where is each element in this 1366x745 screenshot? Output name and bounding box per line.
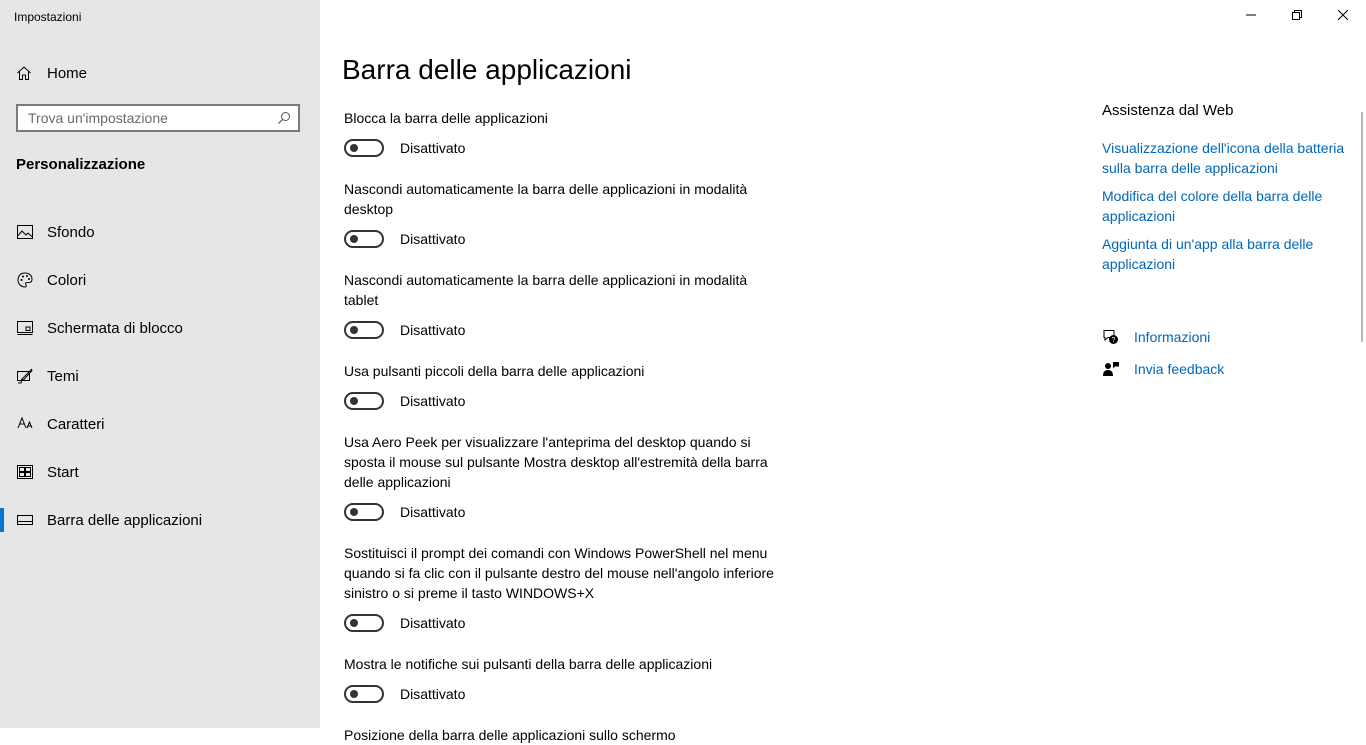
sidebar-item-label: Colori (47, 271, 87, 289)
toggle-state-text: Disattivato (400, 393, 466, 409)
sidebar-item-label: Sfondo (47, 223, 95, 241)
sidebar-item-start[interactable] (0, 448, 320, 496)
toggle-state-text: Disattivato (400, 615, 466, 631)
toggle-state-text: Disattivato (400, 322, 466, 338)
home-icon (16, 65, 32, 81)
sidebar-item-label: Start (47, 463, 79, 481)
main-content (320, 0, 1366, 743)
sidebar-nav (0, 208, 320, 544)
search-input[interactable] (18, 106, 268, 130)
toggle-switch[interactable] (344, 321, 384, 339)
search-box[interactable] (16, 104, 300, 132)
section-title: Personalizzazione (16, 156, 146, 173)
font-icon (16, 416, 34, 432)
feedback-label: Invia feedback (1134, 361, 1225, 377)
home-button[interactable] (16, 62, 87, 84)
restore-icon (1292, 7, 1302, 25)
get-help-label: Informazioni (1134, 329, 1211, 345)
setting-nascondi-desktop (344, 179, 784, 250)
start-icon (16, 464, 34, 480)
toggle-switch[interactable] (344, 503, 384, 521)
sidebar-item-caratteri[interactable] (0, 400, 320, 448)
help-link-pin-app[interactable]: Aggiunta di un'app alla barra delle applicazioni (1102, 236, 1314, 272)
sidebar (0, 0, 320, 728)
setting-nascondi-tablet (344, 270, 784, 341)
setting-powershell (344, 543, 784, 634)
setting-aero-peek (344, 432, 784, 523)
window-controls (1228, 0, 1366, 32)
setting-label: Usa Aero Peek per visualizzare l'anteprima del desktop quando si sposta il mouse sul pulsante Mostra desktop all'estremità della barra delle applicazioni (344, 434, 768, 490)
sidebar-item-temi[interactable] (0, 352, 320, 400)
taskbar-icon (16, 512, 34, 528)
feedback-link[interactable] (1102, 358, 1352, 380)
sidebar-item-colori[interactable] (0, 256, 320, 304)
sidebar-item-sfondo[interactable] (0, 208, 320, 256)
setting-label: Usa pulsanti piccoli della barra delle applicazioni (344, 363, 645, 379)
setting-label: Nascondi automaticamente la barra delle applicazioni in modalità desktop (344, 181, 748, 217)
setting-notifiche-pulsanti (344, 654, 784, 705)
settings-list (344, 108, 784, 745)
window-title: Impostazioni (14, 10, 82, 24)
sidebar-item-label: Schermata di blocco (47, 319, 183, 337)
home-label: Home (47, 64, 88, 82)
lock-screen-icon (16, 320, 34, 336)
toggle-knob (350, 326, 358, 334)
minimize-button[interactable] (1228, 0, 1274, 32)
help-tools (1102, 326, 1352, 380)
toggle-switch[interactable] (344, 230, 384, 248)
setting-label: Mostra le notifiche sui pulsanti della barra delle applicazioni (344, 656, 713, 672)
help-link-taskbar-color[interactable]: Modifica del colore della barra delle applicazioni (1102, 188, 1323, 224)
get-help-link[interactable] (1102, 326, 1352, 348)
toggle-knob (350, 508, 358, 516)
svg-text:?: ? (1111, 337, 1116, 344)
sidebar-item-barra-delle-applicazioni[interactable] (0, 496, 320, 544)
toggle-knob (350, 235, 358, 243)
toggle-knob (350, 690, 358, 698)
sidebar-item-label: Caratteri (47, 415, 105, 433)
sidebar-item-label: Temi (47, 367, 79, 385)
palette-icon (16, 272, 34, 288)
picture-icon (16, 224, 34, 240)
setting-label: Nascondi automaticamente la barra delle applicazioni in modalità tablet (344, 272, 748, 308)
themes-brush-icon (16, 368, 34, 384)
sidebar-item-label: Barra delle applicazioni (47, 511, 203, 529)
toggle-state-text: Disattivato (400, 231, 466, 247)
search-icon[interactable] (277, 111, 291, 125)
help-link-battery-icon[interactable]: Visualizzazione dell'icona della batteria sulla barra delle applicazioni (1102, 140, 1345, 176)
minimize-icon (1246, 7, 1256, 25)
close-icon (1338, 7, 1348, 25)
toggle-knob (350, 397, 358, 405)
toggle-knob (350, 144, 358, 152)
feedback-icon (1102, 360, 1120, 378)
toggle-state-text: Disattivato (400, 686, 466, 702)
close-button[interactable] (1320, 0, 1366, 32)
chat-help-icon (1102, 328, 1120, 346)
sidebar-item-schermata-di-blocco[interactable] (0, 304, 320, 352)
toggle-switch[interactable] (344, 614, 384, 632)
setting-blocca-barra (344, 108, 784, 159)
page-title: Barra delle applicazioni (342, 54, 632, 85)
setting-label: Blocca la barra delle applicazioni (344, 110, 548, 126)
toggle-state-text: Disattivato (400, 140, 466, 156)
setting-label: Sostituisci il prompt dei comandi con Windows PowerShell nel menu quando si fa clic con il pulsante destro del mouse nell'angolo inferiore sinistro o si preme il tasto WINDOWS+X (344, 545, 774, 601)
restore-button[interactable] (1274, 0, 1320, 32)
toggle-switch[interactable] (344, 392, 384, 410)
setting-label-partial: Posizione della barra delle applicazioni sullo schermo (344, 727, 676, 743)
toggle-state-text: Disattivato (400, 504, 466, 520)
toggle-knob (350, 619, 358, 627)
related-help-panel (1102, 100, 1352, 390)
scrollbar[interactable] (1361, 112, 1363, 342)
setting-pulsanti-piccoli (344, 361, 784, 412)
toggle-switch[interactable] (344, 685, 384, 703)
help-heading: Assistenza dal Web (1102, 102, 1234, 119)
toggle-switch[interactable] (344, 139, 384, 157)
